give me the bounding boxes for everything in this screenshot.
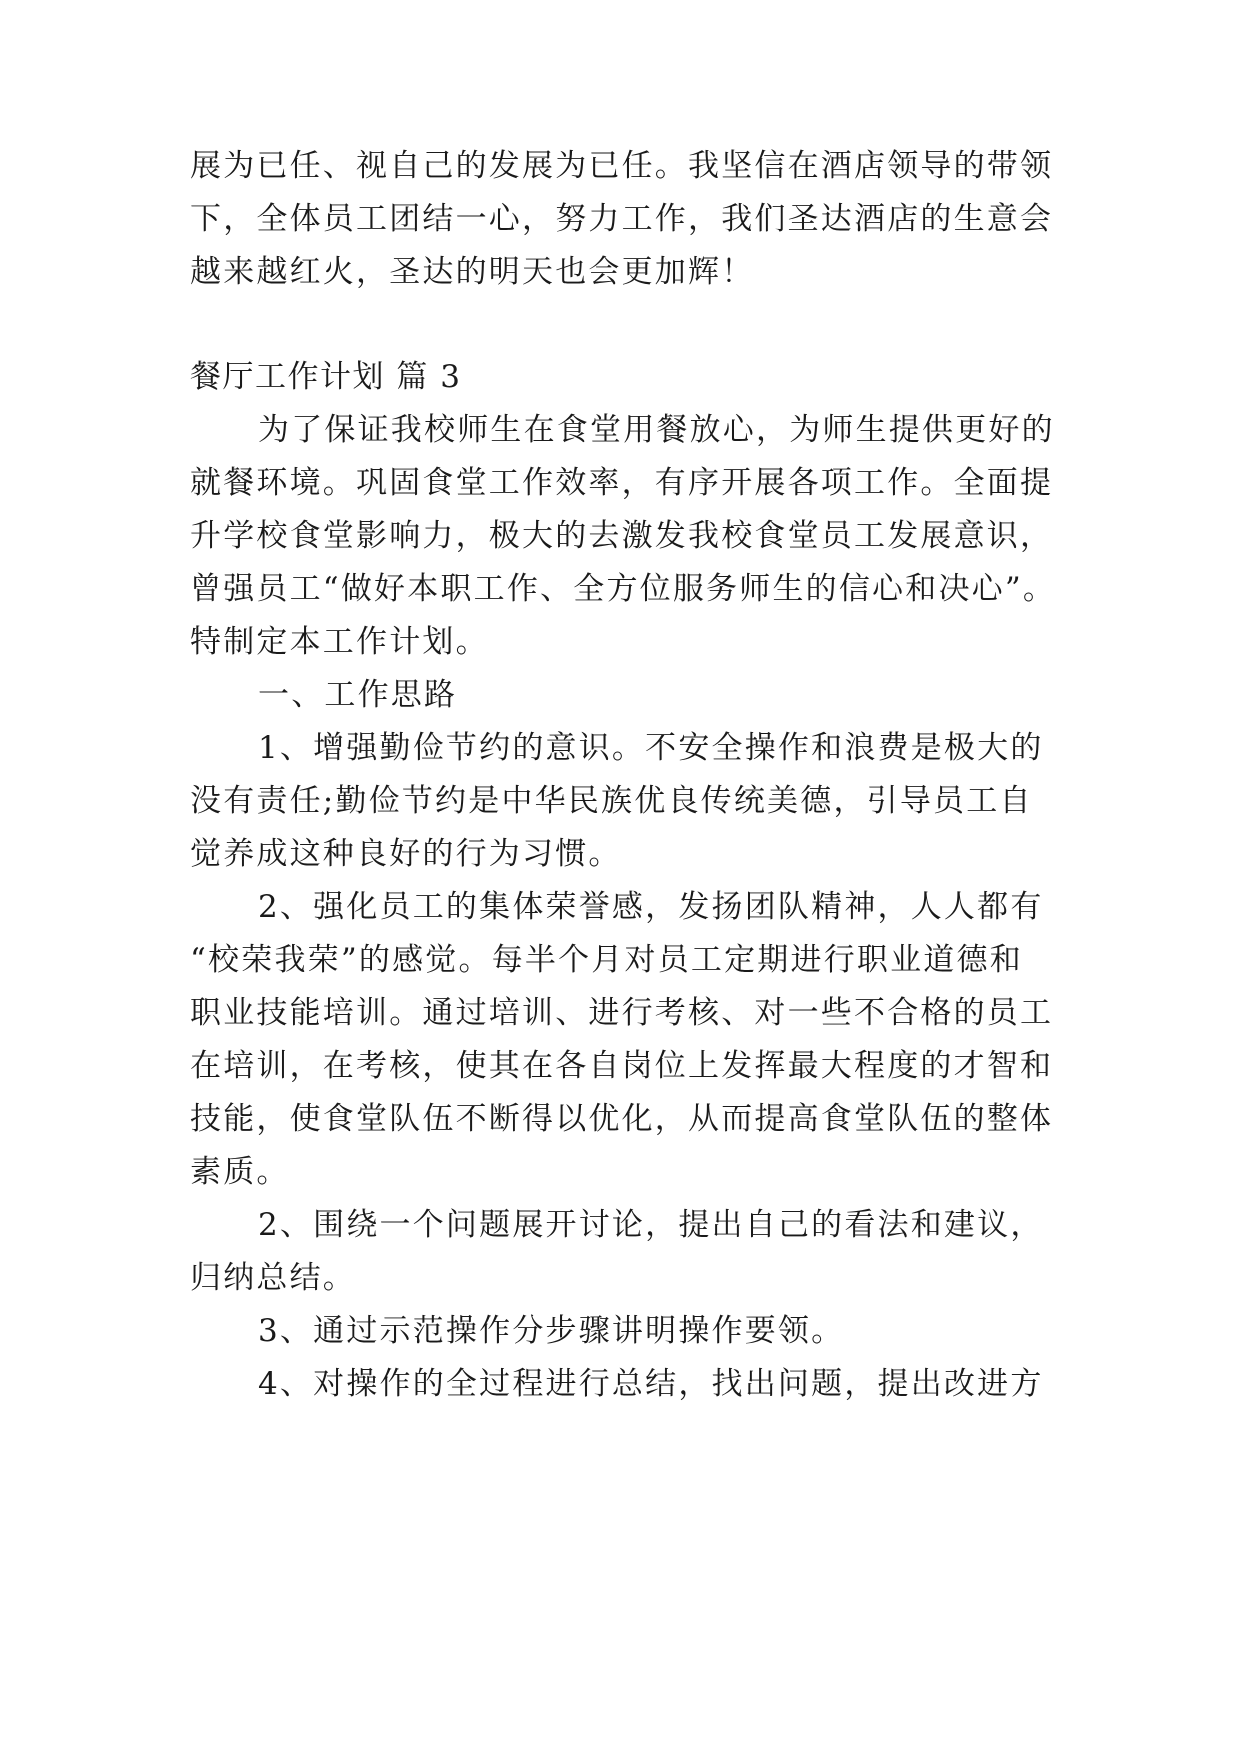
text-line: 为了保证我校师生在食堂用餐放心，为师生提供更好的 xyxy=(258,412,1055,448)
text-line: 在培训，在考核，使其在各自岗位上发挥最大程度的才智和 xyxy=(190,1048,1054,1084)
text-line: 觉养成这种良好的行为习惯。 xyxy=(190,836,622,872)
text-line: 2、强化员工的集体荣誉感，发扬团队精神，人人都有 xyxy=(258,889,1044,925)
text-line: 技能，使食堂队伍不断得以优化，从而提高食堂队伍的整体 xyxy=(190,1101,1054,1137)
text-line: 4、对操作的全过程进行总结，找出问题，提出改进方 xyxy=(258,1366,1044,1402)
text-line: 特制定本工作计划。 xyxy=(190,624,489,660)
text-line: “校荣我荣”的感觉。每半个月对员工定期进行职业道德和 xyxy=(190,942,1023,978)
text-line: 1、增强勤俭节约的意识。不安全操作和浪费是极大的 xyxy=(258,730,1044,766)
text-line: 没有责任;勤俭节约是中华民族优良传统美德，引导员工自 xyxy=(190,783,1033,819)
subheading: 一、工作思路 xyxy=(258,677,458,713)
text-line: 素质。 xyxy=(190,1154,290,1190)
text-line: 越来越红火，圣达的明天也会更加辉！ xyxy=(190,254,755,290)
text-line: 归纳总结。 xyxy=(190,1260,356,1296)
text-line: 曾强员工“做好本职工作、全方位服务师生的信心和决心”。 xyxy=(190,571,1057,607)
text-line: 下，全体员工团结一心，努力工作，我们圣达酒店的生意会 xyxy=(190,201,1054,237)
text-line: 2、围绕一个问题展开讨论，提出自己的看法和建议， xyxy=(258,1207,1044,1243)
text-line: 就餐环境。巩固食堂工作效率，有序开展各项工作。全面提 xyxy=(190,465,1054,501)
text-line: 3、通过示范操作分步骤讲明操作要领。 xyxy=(258,1313,845,1349)
text-line: 升学校食堂影响力，极大的去激发我校食堂员工发展意识， xyxy=(190,518,1054,554)
text-line: 职业技能培训。通过培训、进行考核、对一些不合格的员工 xyxy=(190,995,1054,1031)
text-line: 展为已任、视自己的发展为已任。我坚信在酒店领导的带领 xyxy=(190,148,1054,184)
section-title: 餐厅工作计划 篇 3 xyxy=(190,359,462,395)
